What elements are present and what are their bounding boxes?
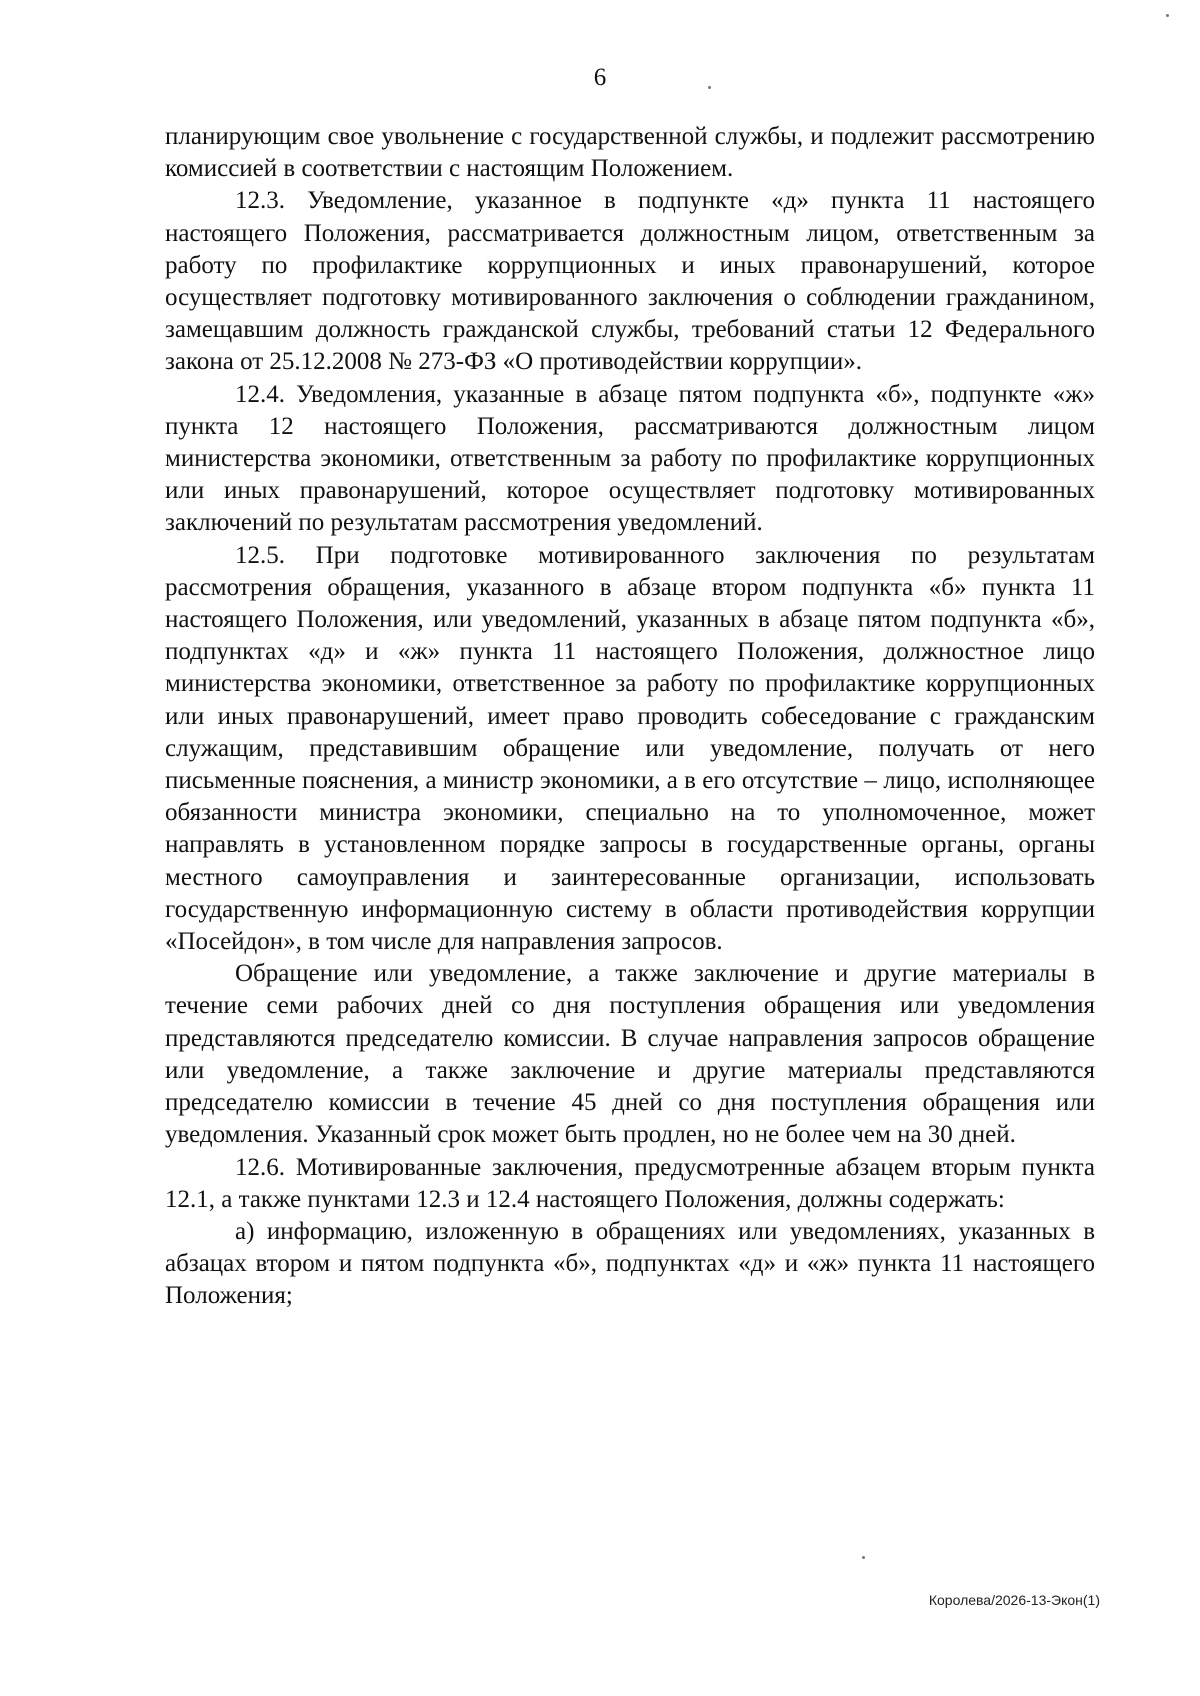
scan-speck	[862, 1556, 865, 1559]
paragraph-12-3: 12.3. Уведомление, указанное в подпункте «д» пункта 11 настоящего настоящего Положения, рассматривается должностным лицом, ответственным за работу по профилактике коррупционных и иных правонарушений, которое осуществляет подготовку мотивированного заключения о соблюдении гражданином, замещавшим должность гражданской службы, требований статьи 12 Федерального закона от 25.12.2008 № 273-ФЗ «О противодействии коррупции».	[165, 187, 1095, 376]
paragraph-12-4: 12.4. Уведомления, указанные в абзаце пятом подпункта «б», подпункте «ж» пункта 12 настоящего Положения, рассматриваются должностным лицом министерства экономики, ответственным за работу по профилактике коррупционных или иных правонарушений, которое осуществляет подготовку мотивированных заключений по результатам рассмотрения уведомлений.	[165, 380, 1095, 537]
paragraph-12-6-a: а) информацию, изложенную в обращениях или уведомлениях, указанных в абзацах втором и пятом подпункта «б», подпунктах «д» и «ж» пункта 11 настоящего Положения;	[165, 1217, 1095, 1310]
scan-speck	[1166, 14, 1169, 17]
page-number: 6	[593, 64, 607, 91]
scan-speck	[708, 86, 711, 89]
paragraph: планирующим свое увольнение с государственной службы, и подлежит рассмотрению комиссией в соответствии с настоящим Положением.	[165, 123, 1095, 183]
paragraph-12-5-continued: Обращение или уведомление, а также заключение и другие материалы в течение семи рабочих дней со дня поступления обращения или уведомления представляются председателю комиссии. В случае направления запросов обращение или уведомление, а также заключение и другие материалы представляются председателю комиссии в течение 45 дней со дня поступления обращения или уведомления. Указанный срок может быть продлен, но не более чем на 30 дней.	[165, 960, 1095, 1149]
document-footer-code: Королева/2026-13-Экон(1)	[928, 1592, 1100, 1608]
document-body	[165, 121, 1095, 1313]
paragraph-12-5: 12.5. При подготовке мотивированного заключения по результатам рассмотрения обращения, указанного в абзаце втором подпункта «б» пункта 11 настоящего Положения, или уведомлений, указанных в абзаце пятом подпункта «б», подпунктах «д» и «ж» пункта 11 настоящего Положения, должностное лицо министерства экономики, ответственное за работу по профилактике коррупционных или иных правонарушений, имеет право проводить собеседование с гражданским служащим, представившим обращение или уведомление, получать от него письменные пояснения, а министр экономики, а в его отсутствие – лицо, исполняющее обязанности министра экономики, специально на то уполномоченное, может направлять в установленном порядке запросы в государственные органы, органы местного самоуправления и заинтересованные организации, использовать государственную информационную систему в области противодействия коррупции «Посейдон», в том числе для направления запросов.	[165, 541, 1095, 956]
paragraph-12-6: 12.6. Мотивированные заключения, предусмотренные абзацем вторым пункта 12.1, а также пунктами 12.3 и 12.4 настоящего Положения, должны содержать:	[165, 1153, 1095, 1213]
